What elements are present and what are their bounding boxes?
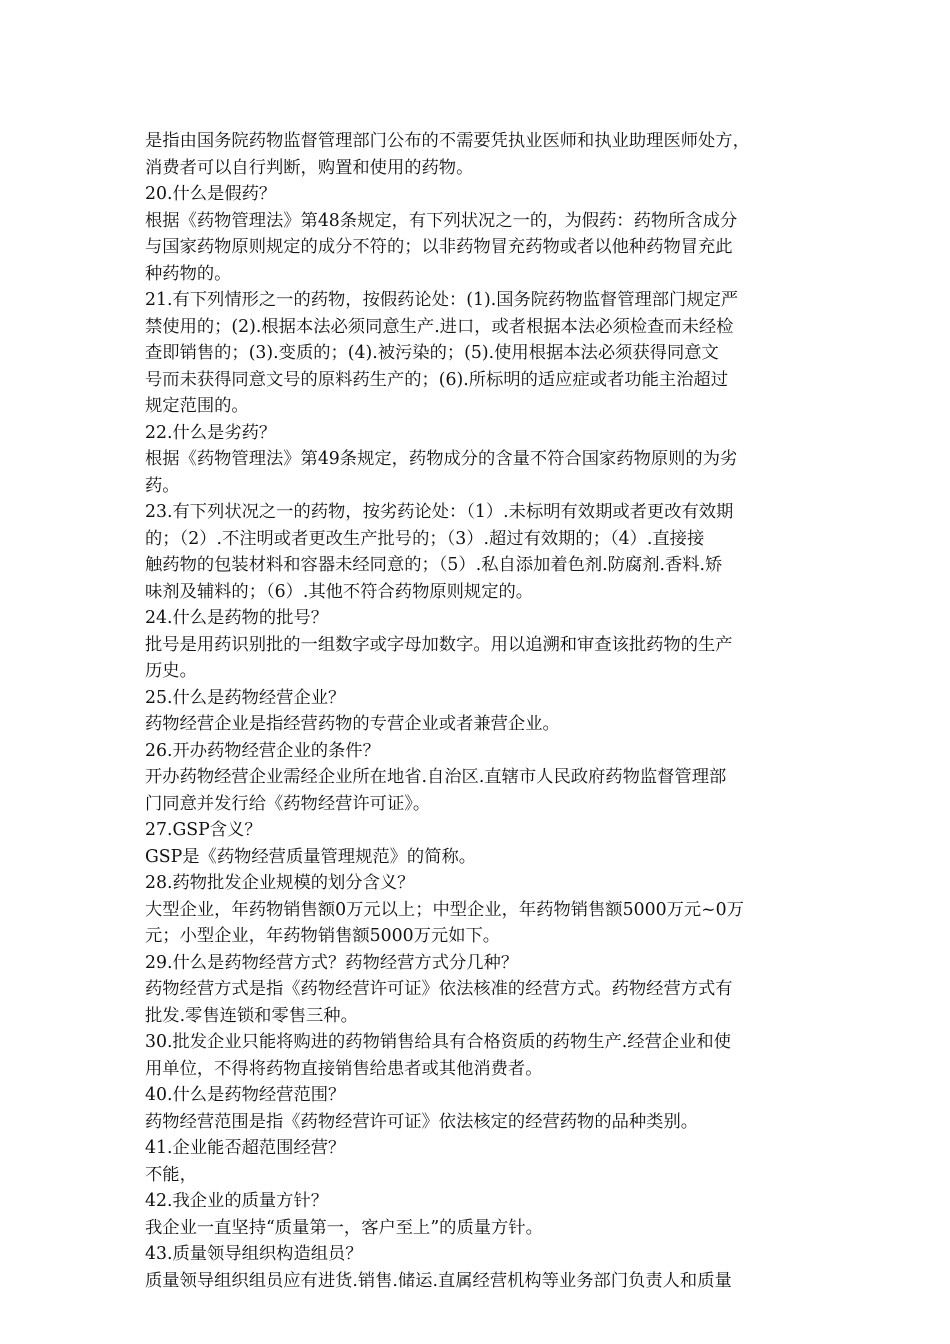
text-line: 元；小型企业，年药物销售额5000万元如下。	[145, 926, 501, 946]
question-heading: 25.什么是药物经营企业？	[145, 687, 346, 708]
text-line: 规定范围的。	[145, 396, 249, 416]
question-heading: 29.什么是药物经营方式？药物经营方式分几种？	[145, 952, 519, 973]
text-line: 根据《药物管理法》第49条规定，药物成分的含量不符合国家药物原则的为劣	[145, 449, 738, 469]
text-line: 质量领导组织组员应有进货.销售.储运.直属经营机构等业务部门负责人和质量	[145, 1270, 732, 1291]
text-line: 根据《药物管理法》第48条规定，有下列状况之一的，为假药：药物所含成分	[145, 210, 738, 231]
text-line: 批号是用药识别批的一组数字或字母加数字。用以追溯和审查该批药物的生产	[145, 634, 733, 655]
question-heading: 24.什么是药物的批号？	[145, 608, 329, 628]
text-line: 查即销售的；(3).变质的；(4).被污染的；(5).使用根据本法必须获得同意文	[145, 343, 719, 363]
text-line: 门同意并发行给《药物经营许可证》。	[145, 793, 431, 814]
text-line: 号而未获得同意文号的原料药生产的；(6).所标明的适应症或者功能主治超过	[145, 369, 728, 390]
text-line: 药物经营范围是指《药物经营许可证》依法核定的经营药物的品种类别。	[145, 1111, 699, 1132]
text-line: 用单位，不得将药物直接销售给患者或其他消费者。	[145, 1058, 543, 1079]
text-line: 我企业一直坚持“质量第一，客户至上”的质量方针。	[145, 1217, 543, 1238]
question-heading: 27.GSP含义？	[145, 820, 262, 840]
text-line: 触药物的包装材料和容器未经同意的；（5）.私自添加着色剂.防腐剂.香料.矫	[145, 555, 723, 575]
question-heading: 43.质量领导组织构造组员？	[145, 1244, 363, 1264]
text-line: 23.有下列状况之一的药物，按劣药论处：（1）.未标明有效期或者更改有效期	[145, 502, 734, 522]
question-heading: 26.开办药物经营企业的条件？	[145, 740, 380, 761]
text-line: 是指由国务院药物监督管理部门公布的不需要凭执业医师和执业助理医师处方，	[145, 131, 750, 151]
question-heading: 22.什么是劣药？	[145, 422, 277, 443]
question-heading: 41.企业能否超范围经营？	[145, 1138, 346, 1158]
text-line: 开办药物经营企业需经企业所在地省.自治区.直辖市人民政府药物监督管理部	[145, 767, 727, 787]
question-heading: 40.什么是药物经营范围？	[145, 1085, 346, 1105]
question-heading: 28.药物批发企业规模的划分含义？	[145, 873, 415, 893]
text-line: 药物经营方式是指《药物经营许可证》依法核准的经营方式。药物经营方式有	[145, 979, 733, 999]
text-line: 不能，	[145, 1164, 197, 1185]
text-line: 药。	[145, 475, 180, 496]
text-line: 与国家药物原则规定的成分不符的；以非药物冒充药物或者以他种药物冒充此	[145, 237, 733, 257]
text-line: 30.批发企业只能将购进的药物销售给具有合格资质的药物生产.经营企业和使	[145, 1032, 731, 1052]
text-line: 批发.零售连锁和零售三种。	[145, 1005, 358, 1026]
text-line: GSP是《药物经营质量管理规范》的简称。	[145, 846, 477, 867]
question-heading: 20.什么是假药？	[145, 184, 277, 204]
text-line: 药物经营企业是指经营药物的专营企业或者兼营企业。	[145, 714, 560, 734]
text-line: 的；（2）.不注明或者更改生产批号的；（3）.超过有效期的；（4）.直接接	[145, 528, 705, 549]
text-line: 消费者可以自行判断，购置和使用的药物。	[145, 157, 474, 178]
text-line: 种药物的。	[145, 263, 232, 284]
question-heading: 42.我企业的质量方针？	[145, 1191, 329, 1211]
text-line: 21.有下列情形之一的药物，按假药论处：(1).国务院药物监督管理部门规定严	[145, 290, 739, 310]
document-body	[145, 128, 813, 1294]
text-line: 味剂及辅料的；（6）.其他不符合药物原则规定的。	[145, 581, 534, 602]
text-line: 大型企业，年药物销售额0万元以上；中型企业，年药物销售额5000万元~0万	[145, 899, 744, 920]
text-line: 历史。	[145, 661, 197, 681]
text-line: 禁使用的；(2).根据本法必须同意生产.进口，或者根据本法必须检查而未经检	[145, 316, 734, 337]
